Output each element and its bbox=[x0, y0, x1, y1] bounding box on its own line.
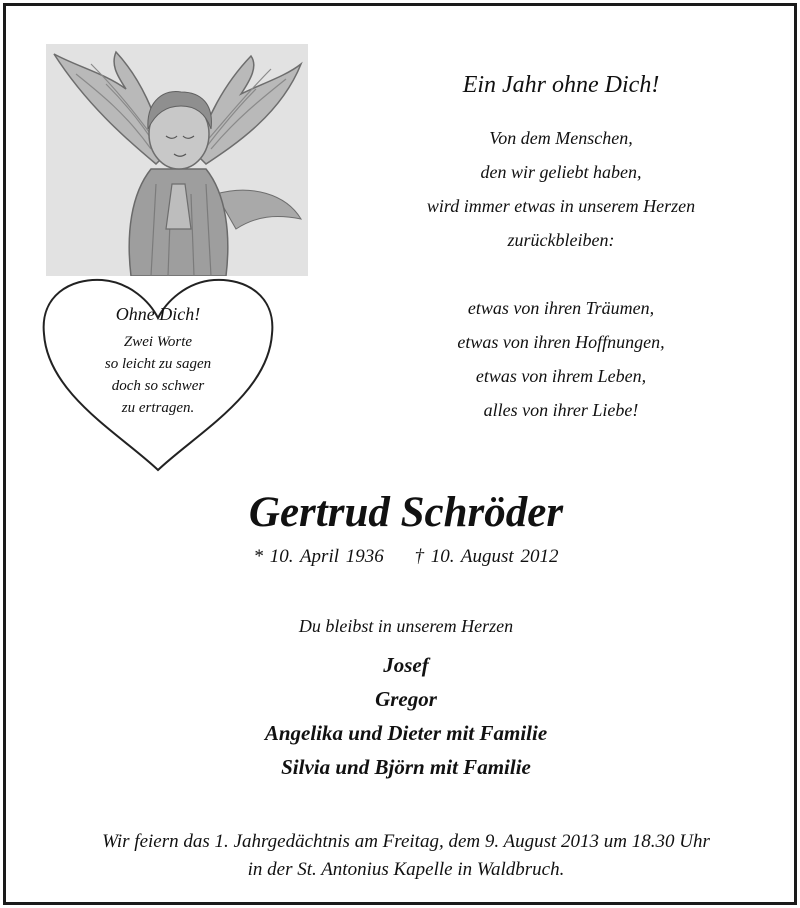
poem-line: etwas von ihrem Leben, bbox=[475, 366, 647, 386]
deceased-name: Gertrud Schröder bbox=[248, 489, 564, 536]
heart-box bbox=[40, 274, 276, 474]
heart-line: Zwei Worte bbox=[123, 334, 193, 350]
angel-icon bbox=[46, 44, 308, 276]
life-dates bbox=[6, 546, 800, 568]
notice-frame bbox=[3, 3, 797, 905]
poem-line: den wir geliebt haben, bbox=[480, 162, 642, 182]
mourner-name: Gregor bbox=[375, 687, 437, 711]
mourners-list bbox=[6, 648, 800, 784]
memorial-service-info bbox=[6, 828, 800, 884]
mourner-name: Angelika und Dieter mit Familie bbox=[264, 721, 548, 745]
poem-line: alles von ihrer Liebe! bbox=[483, 400, 639, 420]
heart-title: Ohne Dich! bbox=[115, 304, 201, 324]
mourners-intro: Du bleibst in unserem Herzen bbox=[298, 616, 514, 636]
poem-line: etwas von ihren Träumen, bbox=[467, 298, 655, 318]
death-date: † 10. August 2012 bbox=[414, 546, 559, 567]
birth-date: * 10. April 1936 bbox=[253, 546, 384, 567]
poem-line: etwas von ihren Hoffnungen, bbox=[457, 332, 665, 352]
heart-line: zu ertragen. bbox=[121, 400, 195, 416]
heart-line: doch so schwer bbox=[111, 378, 205, 394]
poem bbox=[356, 72, 766, 427]
footer-line: in der St. Antonius Kapelle in Waldbruch. bbox=[247, 859, 565, 880]
poem-title: Ein Jahr ohne Dich! bbox=[462, 72, 660, 98]
poem-line: zurückbleiben: bbox=[507, 230, 615, 250]
mourner-name: Silvia und Björn mit Familie bbox=[281, 755, 531, 779]
poem-line: Von dem Menschen, bbox=[489, 128, 633, 148]
poem-line: wird immer etwas in unserem Herzen bbox=[426, 196, 696, 216]
footer-line: Wir feiern das 1. Jahrgedächtnis am Freitag, dem 9. August 2013 um 18.30 Uhr bbox=[102, 831, 710, 852]
mourner-name: Josef bbox=[383, 653, 429, 677]
heart-line: so leicht zu sagen bbox=[104, 356, 212, 372]
angel-photo bbox=[46, 44, 308, 276]
